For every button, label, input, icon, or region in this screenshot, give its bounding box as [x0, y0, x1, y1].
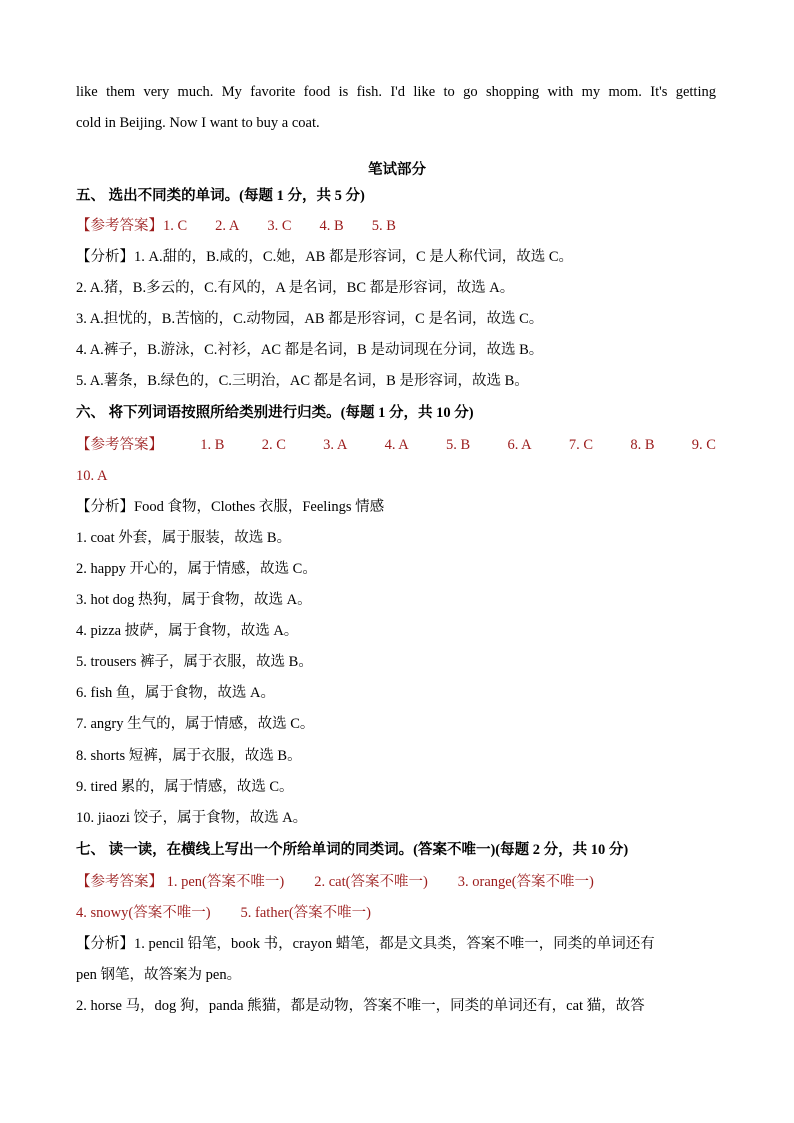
answer-label: 【参考答案】: [76, 874, 163, 890]
intro-word: getting: [675, 84, 716, 100]
answer-item: 5. B: [446, 437, 471, 453]
s5-analysis-5: 5. A.薯条，B.绿色的，C.三明治，AC 都是名词，B 是形容词，故选 B。: [76, 373, 529, 389]
section-title: 笔试部分: [368, 162, 426, 178]
s6-analysis-4: 4. pizza 披萨，属于食物，故选 A。: [76, 623, 299, 639]
s5-analysis-2: 2. A.猪，B.多云的，C.有风的，A 是名词，BC 都是形容词，故选 A。: [76, 280, 515, 296]
s6-analysis-7: 7. angry 生气的，属于情感，故选 C。: [76, 716, 315, 732]
intro-word: favorite: [250, 84, 296, 100]
s6-answer-line: [76, 435, 716, 455]
answer-item: 4. snowy(答案不唯一): [76, 905, 211, 921]
intro-word: It's: [650, 84, 668, 100]
s5-analysis-4: 4. A.裤子，B.游泳，C.衬衫，AC 都是名词，B 是动词现在分词，故选 B。: [76, 342, 544, 358]
intro-word: go: [463, 84, 478, 100]
s6-analysis-8: 8. shorts 短裤，属于衣服，故选 B。: [76, 748, 302, 764]
answer-item: 4. B: [319, 218, 344, 234]
answer-item: 2. C: [261, 437, 286, 453]
answer-label: 【参考答案】: [76, 218, 163, 234]
intro-word: to: [443, 84, 455, 100]
answer-item: 1. C: [163, 218, 188, 234]
s7-heading: 七、 读一读，在横线上写出一个所给单词的同类词。(答案不唯一)(每题 2 分，共 10 分): [76, 842, 629, 858]
answer-item: 4. A: [384, 437, 409, 453]
intro-word: mom.: [608, 84, 642, 100]
answer-item: 5. B: [371, 218, 396, 234]
s6-analysis-10: 10. jiaozi 饺子，属于食物，故选 A。: [76, 810, 308, 826]
intro-word: very: [143, 84, 170, 100]
s6-analysis-intro: 【分析】Food 食物，Clothes 衣服，Feelings 情感: [76, 499, 385, 515]
answer-item: 3. C: [267, 218, 292, 234]
s6-analysis-5: 5. trousers 裤子，属于衣服，故选 B。: [76, 654, 313, 670]
intro-word: my: [581, 84, 601, 100]
s6-answer-last: 10. A: [76, 468, 108, 484]
answer-item: 7. C: [568, 437, 594, 453]
s7-answer-line-1: [76, 872, 716, 892]
s5-heading: 五、 选出不同类的单词。(每题 1 分，共 5 分): [76, 188, 365, 204]
intro-line-1: [76, 82, 716, 102]
intro-line-2: cold in Beijing. Now I want to buy a coat.: [76, 115, 320, 131]
s6-analysis-6: 6. fish 鱼，属于食物，故选 A。: [76, 685, 275, 701]
answer-item: 6. A: [507, 437, 532, 453]
intro-word: shopping: [485, 84, 540, 100]
intro-word: them: [106, 84, 136, 100]
s7-analysis-1: 【分析】1. pencil 铅笔，book 书，crayon 蜡笔，都是文具类，答案不唯一，同类的单词还有: [76, 936, 655, 952]
s7-analysis-3: 2. horse 马，dog 狗，panda 熊猫，都是动物，答案不唯一，同类的单词还有，cat 猫，故答: [76, 998, 645, 1014]
s6-analysis-2: 2. happy 开心的，属于情感，故选 C。: [76, 561, 317, 577]
intro-word: like: [413, 84, 436, 100]
answer-item: 1. B: [200, 437, 225, 453]
answer-item: 3. A: [323, 437, 348, 453]
s5-analysis-3: 3. A.担忧的，B.苦恼的，C.动物园，AB 都是形容词，C 是名词，故选 C。: [76, 311, 544, 327]
s6-heading: 六、 将下列词语按照所给类别进行归类。(每题 1 分，共 10 分): [76, 405, 474, 421]
s6-analysis-9: 9. tired 累的，属于情感，故选 C。: [76, 779, 294, 795]
answer-item: 8. B: [630, 437, 655, 453]
intro-word: fish.: [356, 84, 382, 100]
intro-word: much.: [177, 84, 214, 100]
s7-answer-line-2: [76, 903, 716, 923]
intro-word: My: [221, 84, 242, 100]
answer-item: 1. pen(答案不唯一): [166, 874, 285, 890]
intro-word: food: [303, 84, 331, 100]
s5-analysis-1: 【分析】1. A.甜的，B.咸的，C.她，AB 都是形容词，C 是人称代词，故选 C。: [76, 249, 574, 265]
s6-analysis-3: 3. hot dog 热狗，属于食物，故选 A。: [76, 592, 312, 608]
answer-item: 5. father(答案不唯一): [240, 905, 371, 921]
s7-analysis-2: pen 钢笔，故答案为 pen。: [76, 967, 242, 983]
answer-item: 9. C: [691, 437, 716, 453]
s6-analysis-1: 1. coat 外套，属于服装，故选 B。: [76, 530, 292, 546]
answer-item: 3. orange(答案不唯一): [457, 874, 594, 890]
answer-item: 2. cat(答案不唯一): [314, 874, 428, 890]
intro-word: like: [76, 84, 98, 100]
answer-label: 【参考答案】: [76, 437, 163, 453]
intro-word: with: [547, 84, 574, 100]
intro-word: I'd: [390, 84, 406, 100]
intro-word: is: [338, 84, 349, 100]
answer-item: 2. A: [215, 218, 240, 234]
s5-answer-line: [76, 216, 716, 236]
